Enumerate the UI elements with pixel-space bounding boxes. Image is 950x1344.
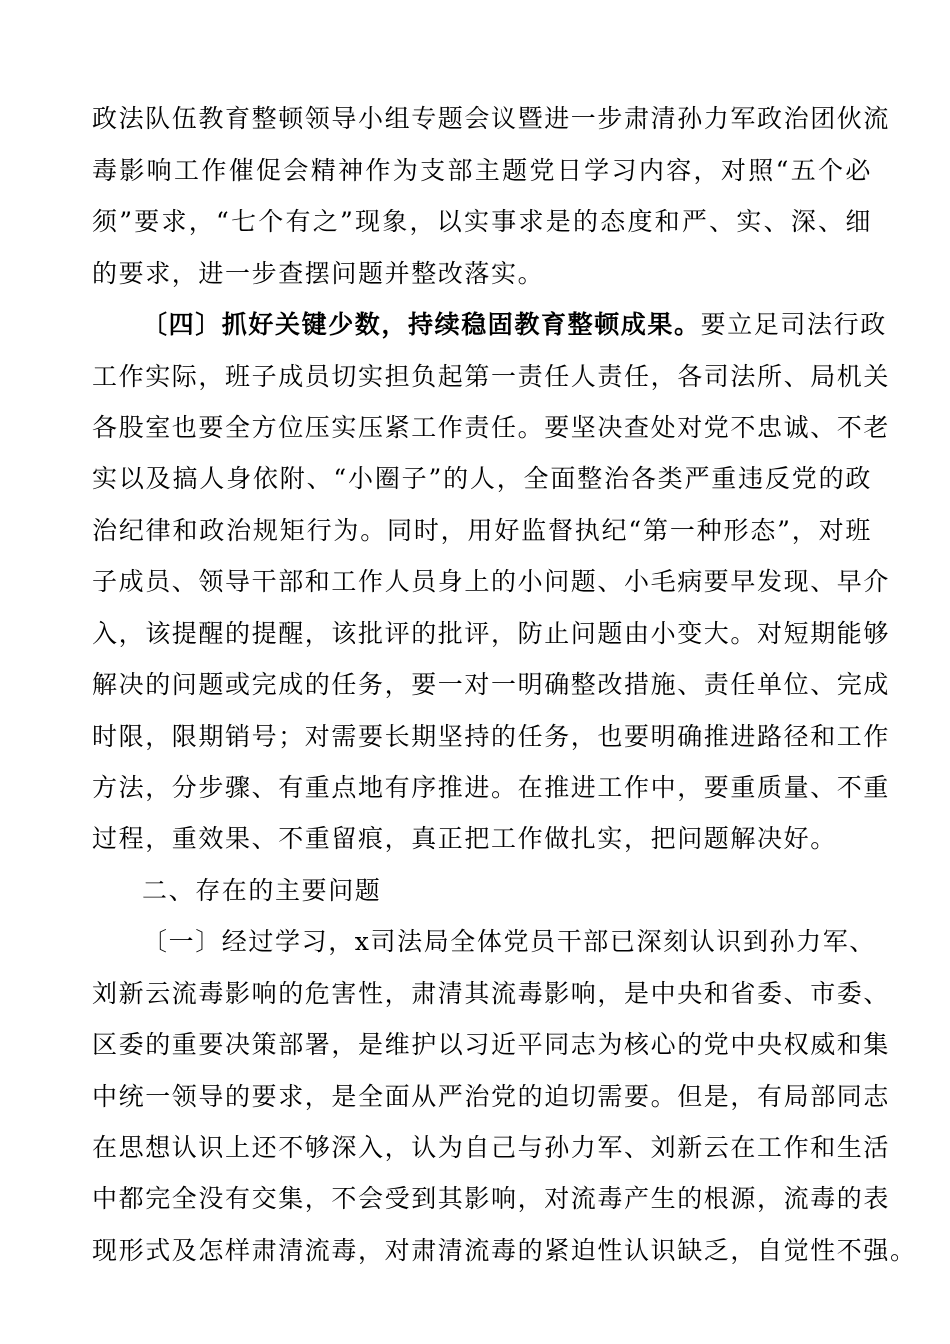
paragraph-line: 工作实际，班子成员切实担负起第一责任人责任，各司法所、局机关	[92, 362, 891, 391]
paragraph-line: 刘新云流毒影响的危害性，肃清其流毒影响，是中央和省委、市委、	[92, 979, 891, 1008]
paragraph-line: 时限，限期销号；对需要长期坚持的任务，也要明确推进路径和工作	[92, 722, 891, 751]
paragraph-line: 入，该提醒的提醒，该批评的批评，防止问题由小变大。对短期能够	[92, 619, 891, 648]
section-four-first-line-rest: 要立足司法行政	[700, 310, 887, 339]
paragraph-line: 实以及搞人身依附、“小圈子”的人，全面整治各类严重违反党的政	[92, 464, 872, 493]
paragraph-line: 各股室也要全方位压实压紧工作责任。要坚决查处对党不忠诚、不老	[92, 413, 891, 442]
paragraph-line: 过程，重效果、不重留痕，真正把工作做扎实，把问题解决好。	[92, 824, 837, 853]
paragraph-line: 治纪律和政治规矩行为。同时，用好监督执纪“第一种形态”，对班	[92, 516, 872, 545]
paragraph-line: 中都完全没有交集，不会受到其影响，对流毒产生的根源，流毒的表	[92, 1184, 891, 1213]
section-four-first-line	[142, 307, 887, 343]
paragraph-line: 毒影响工作催促会精神作为支部主题党日学习内容，对照“五个必	[92, 156, 872, 185]
problem-one-first-line: 〔一〕经过学习，x司法局全体党员干部已深刻认识到孙力军、	[142, 927, 876, 956]
paragraph-line: 须”要求，“七个有之”现象，以实事求是的态度和严、实、深、细	[92, 207, 872, 236]
paragraph-line: 方法，分步骤、有重点地有序推进。在推进工作中，要重质量、不重	[92, 773, 891, 802]
paragraph-line: 现形式及怎样肃清流毒，对肃清流毒的紧迫性认识缺乏，自觉性不强。	[92, 1236, 917, 1265]
paragraph-line: 解决的问题或完成的任务，要一对一明确整改措施、责任单位、完成	[92, 670, 891, 699]
section-four-bold-lead: 〔四〕抓好关键少数，持续稳固教育整顿成果。	[142, 310, 701, 339]
paragraph-line: 区委的重要决策部署，是维护以习近平同志为核心的党中央权威和集	[92, 1030, 891, 1059]
paragraph-line: 在思想认识上还不够深入，认为自己与孙力军、刘新云在工作和生活	[92, 1133, 891, 1162]
paragraph-line: 政法队伍教育整顿领导小组专题会议暨进一步肃清孙力军政治团伙流	[92, 104, 891, 133]
paragraph-line: 子成员、领导干部和工作人员身上的小问题、小毛病要早发现、早介	[92, 567, 891, 596]
paragraph-line: 的要求，进一步查摆问题并整改落实。	[92, 259, 545, 288]
section-heading: 二、存在的主要问题	[142, 876, 382, 905]
paragraph-line: 中统一领导的要求，是全面从严治党的迫切需要。但是，有局部同志	[92, 1082, 891, 1111]
